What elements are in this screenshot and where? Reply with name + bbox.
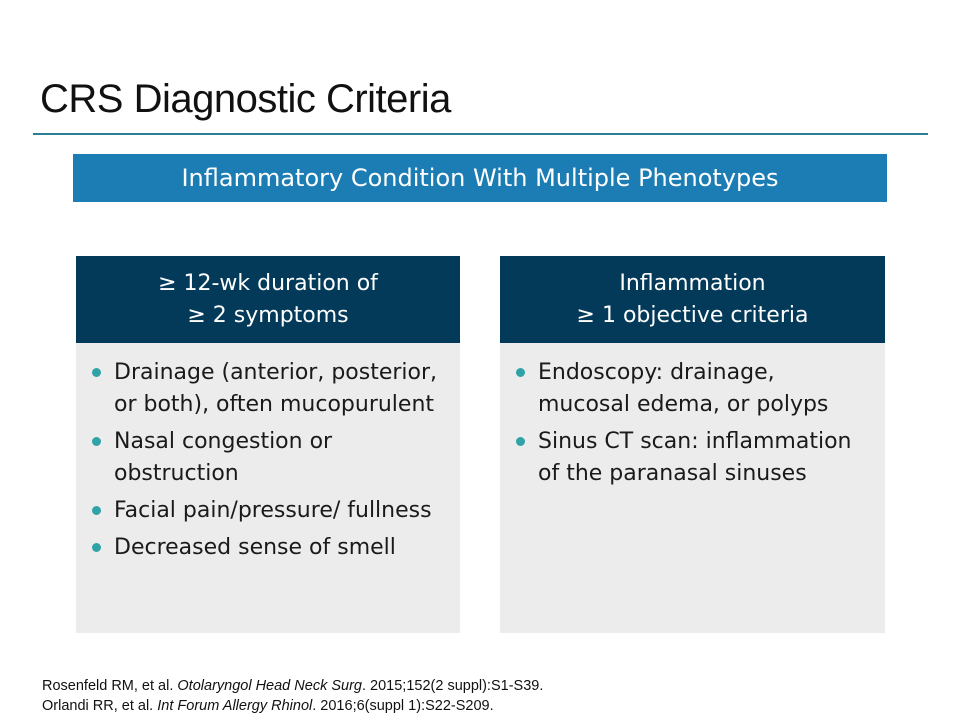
- list-item: Facial pain/pressure/ fullness: [114, 495, 448, 527]
- symptoms-header-line2: ≥ 2 symptoms: [187, 302, 349, 328]
- bullet-icon: [516, 437, 525, 446]
- symptoms-card-header: [76, 256, 460, 343]
- objective-criteria-list: [500, 343, 885, 490]
- bullet-icon: [92, 506, 101, 515]
- symptoms-list: [76, 343, 460, 564]
- bullet-icon: [516, 368, 525, 377]
- list-item: Nasal congestion or obstruction: [114, 426, 448, 490]
- inflammation-header-line1: Inflammation: [619, 270, 766, 296]
- inflammation-card: [500, 256, 885, 633]
- phenotypes-banner: [73, 154, 887, 202]
- list-item: Endoscopy: drainage, mucosal edema, or polyps: [538, 357, 873, 421]
- list-item: Sinus CT scan: inflammation of the paranasal sinuses: [538, 426, 873, 490]
- references: [42, 676, 543, 716]
- inflammation-header-line2: ≥ 1 objective criteria: [576, 302, 809, 328]
- inflammation-card-header: [500, 256, 885, 343]
- reference-item: Orlandi RR, et al. Int Forum Allergy Rhinol. 2016;6(suppl 1):S22-S209.: [42, 698, 494, 714]
- banner-text: Inflammatory Condition With Multiple Phenotypes: [181, 164, 779, 192]
- title-divider: [33, 133, 928, 135]
- reference-item: Rosenfeld RM, et al. Otolaryngol Head Neck Surg. 2015;152(2 suppl):S1-S39.: [42, 678, 544, 694]
- symptoms-header-line1: ≥ 12-wk duration of: [158, 270, 378, 296]
- bullet-icon: [92, 543, 101, 552]
- symptoms-card: [76, 256, 460, 633]
- list-item: Decreased sense of smell: [114, 532, 448, 564]
- list-item: Drainage (anterior, posterior, or both), often mucopurulent: [114, 357, 448, 421]
- bullet-icon: [92, 368, 101, 377]
- slide-title: CRS Diagnostic Criteria: [40, 77, 451, 121]
- bullet-icon: [92, 437, 101, 446]
